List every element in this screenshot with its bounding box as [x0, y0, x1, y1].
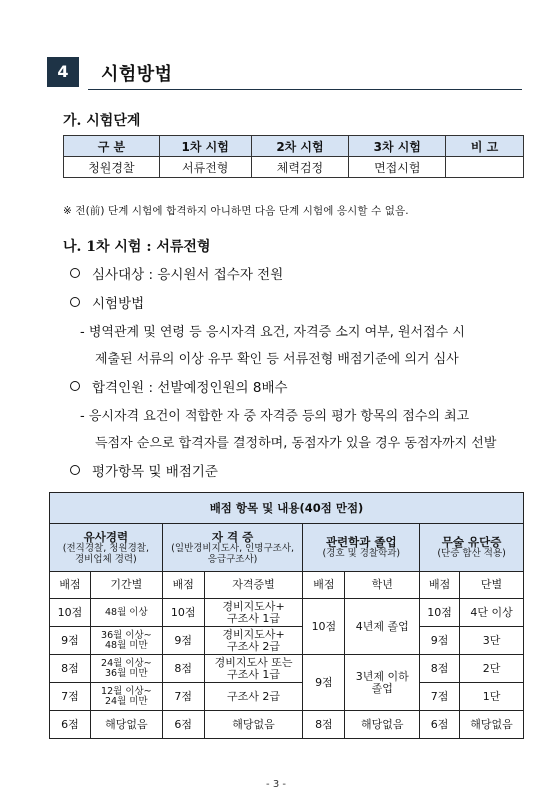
table-cell: [90, 655, 162, 683]
column-header: 배점: [420, 572, 460, 599]
table-cell: 서류전형: [159, 157, 251, 178]
cell-line: 24월 미만: [105, 695, 148, 707]
table-cell: 48월 이상: [90, 599, 162, 627]
subheading-exam-stages: 가. 시험단계: [63, 113, 141, 129]
cell-line: 경비지도사 또는: [214, 655, 293, 669]
column-header-row: [50, 572, 524, 599]
cell-line: 졸업: [371, 681, 393, 695]
group-subtitle: 응급구조사): [207, 553, 258, 565]
table-cell: 3단: [460, 627, 524, 655]
cell-line: 구조사 1급: [227, 667, 281, 681]
column-header: 기간별: [90, 572, 162, 599]
stage-note: ※ 전(前) 단계 시험에 합격하지 아니하면 다음 단계 시험에 응시할 수 없음.: [63, 205, 409, 217]
group-subtitle: (단증 합산 적용): [437, 548, 506, 560]
group-title: 무술 유단증: [441, 534, 502, 549]
group-license: [162, 524, 303, 572]
table-cell: 10점: [420, 599, 460, 627]
bullet-item: [70, 263, 283, 283]
table-cell: 6점: [420, 711, 460, 739]
column-header: 단별: [460, 572, 524, 599]
group-header-row: [50, 524, 524, 572]
table-cell: [90, 683, 162, 711]
table-cell: 구조사 2급: [204, 683, 303, 711]
table-cell: 10점: [50, 599, 91, 627]
table-row: [50, 627, 524, 655]
table-cell: 7점: [50, 683, 91, 711]
exam-stage-header-row: [64, 136, 524, 157]
table-cell: [345, 655, 420, 711]
cell-line: 경비지도사+: [222, 627, 285, 641]
table-title: 배점 항목 및 내용(40점 만점): [50, 493, 524, 524]
group-subtitle: (일반경비지도사, 인명구조사,: [171, 542, 295, 554]
exam-stage-row: [64, 157, 524, 178]
section-title: 시험방법: [101, 64, 173, 85]
group-title: 유사경력: [83, 529, 129, 544]
table-cell: 7점: [162, 683, 204, 711]
table-cell: 9점: [162, 627, 204, 655]
table-cell: 2단: [460, 655, 524, 683]
table-cell: 체력검정: [251, 157, 349, 178]
table-cell: 해당없음: [204, 711, 303, 739]
table-cell: [90, 627, 162, 655]
group-subtitle: (전직경찰, 청원경찰,: [62, 542, 149, 554]
cell-line: 12월 이상~: [101, 685, 152, 697]
header-cell: 구 분: [64, 136, 160, 157]
header-cell: 2차 시험: [251, 136, 349, 157]
cell-line: 24월 이상~: [101, 657, 152, 669]
table-cell: 8점: [303, 711, 345, 739]
circle-bullet-icon: [70, 465, 80, 475]
detail-line: - 병역관계 및 연령 등 응시자격 요건, 자격증 소지 여부, 원서접수 시: [80, 325, 465, 340]
detail-line: 제출된 서류의 이상 유무 확인 등 서류전형 배점기준에 의거 심사: [95, 352, 459, 367]
cell-line: 36월 미만: [105, 667, 148, 679]
cell-line: 36월 이상~: [101, 629, 152, 641]
group-title: 자 격 증: [211, 529, 254, 544]
table-cell: 해당없음: [345, 711, 420, 739]
table-row: [50, 683, 524, 711]
column-header: 자격증별: [204, 572, 303, 599]
group-title: 관련학과 졸업: [325, 534, 397, 549]
table-cell: 10점: [303, 599, 345, 655]
table-title-row: [50, 493, 524, 524]
column-header: 배점: [303, 572, 345, 599]
table-cell: 10점: [162, 599, 204, 627]
table-row: [50, 655, 524, 683]
cell-line: 48월 미만: [105, 639, 148, 651]
header-cell: 1차 시험: [159, 136, 251, 157]
exam-stage-table: [63, 135, 524, 178]
table-cell: 면접시험: [349, 157, 446, 178]
bullet-text: 평가항목 및 배점기준: [92, 464, 218, 480]
table-row: [50, 599, 524, 627]
table-cell: 8점: [162, 655, 204, 683]
column-header: 학년: [345, 572, 420, 599]
section-divider: [88, 89, 522, 90]
cell-line: 경비지도사+: [222, 599, 285, 613]
detail-line: 득점자 순으로 합격자를 결정하며, 동점자가 있을 경우 동점자까지 선발: [95, 436, 497, 451]
detail-line: - 응시자격 요건이 적합한 자 중 자격증 등의 평가 항목의 점수의 최고: [80, 409, 470, 424]
circle-bullet-icon: [70, 268, 80, 278]
table-cell: 7점: [420, 683, 460, 711]
bullet-item: [70, 460, 218, 480]
bullet-item: [70, 376, 288, 396]
subheading-first-exam: 나. 1차 시험 : 서류전형: [63, 239, 211, 255]
bullet-text: 시험방법: [92, 296, 145, 312]
cell-line: 구조사 2급: [227, 639, 281, 653]
table-cell: [204, 627, 303, 655]
group-degree: [303, 524, 420, 572]
table-cell: 9점: [50, 627, 91, 655]
table-cell: 청원경찰: [64, 157, 160, 178]
table-row: [50, 711, 524, 739]
table-cell: [204, 599, 303, 627]
circle-bullet-icon: [70, 381, 80, 391]
group-experience: [50, 524, 163, 572]
bullet-text: 합격인원 : 선발예정인원의 8배수: [92, 380, 288, 396]
table-cell: 9점: [420, 627, 460, 655]
table-cell: 8점: [420, 655, 460, 683]
table-cell: [204, 655, 303, 683]
group-martial: [420, 524, 524, 572]
score-criteria-table: [49, 492, 524, 739]
bullet-item: [70, 292, 144, 312]
bullet-text: 심사대상 : 응시원서 접수자 전원: [92, 267, 284, 283]
section-number: 4: [47, 57, 79, 87]
cell-line: 3년제 이하: [355, 669, 409, 683]
table-cell: 1단: [460, 683, 524, 711]
circle-bullet-icon: [70, 297, 80, 307]
table-cell: 4년제 졸업: [345, 599, 420, 655]
table-cell: 4단 이상: [460, 599, 524, 627]
column-header: 배점: [162, 572, 204, 599]
table-cell: 해당없음: [90, 711, 162, 739]
table-cell: 6점: [50, 711, 91, 739]
page-number: - 3 -: [266, 779, 286, 790]
cell-line: 구조사 1급: [227, 611, 281, 625]
table-cell: 9점: [303, 655, 345, 711]
header-cell: 비 고: [446, 136, 524, 157]
table-cell: 해당없음: [460, 711, 524, 739]
table-cell: 8점: [50, 655, 91, 683]
column-header: 배점: [50, 572, 91, 599]
table-cell: [446, 157, 524, 178]
group-subtitle: (경호 및 경찰학과): [322, 548, 401, 560]
group-subtitle: 경비업체 경력): [74, 553, 137, 565]
table-cell: 6점: [162, 711, 204, 739]
header-cell: 3차 시험: [349, 136, 446, 157]
